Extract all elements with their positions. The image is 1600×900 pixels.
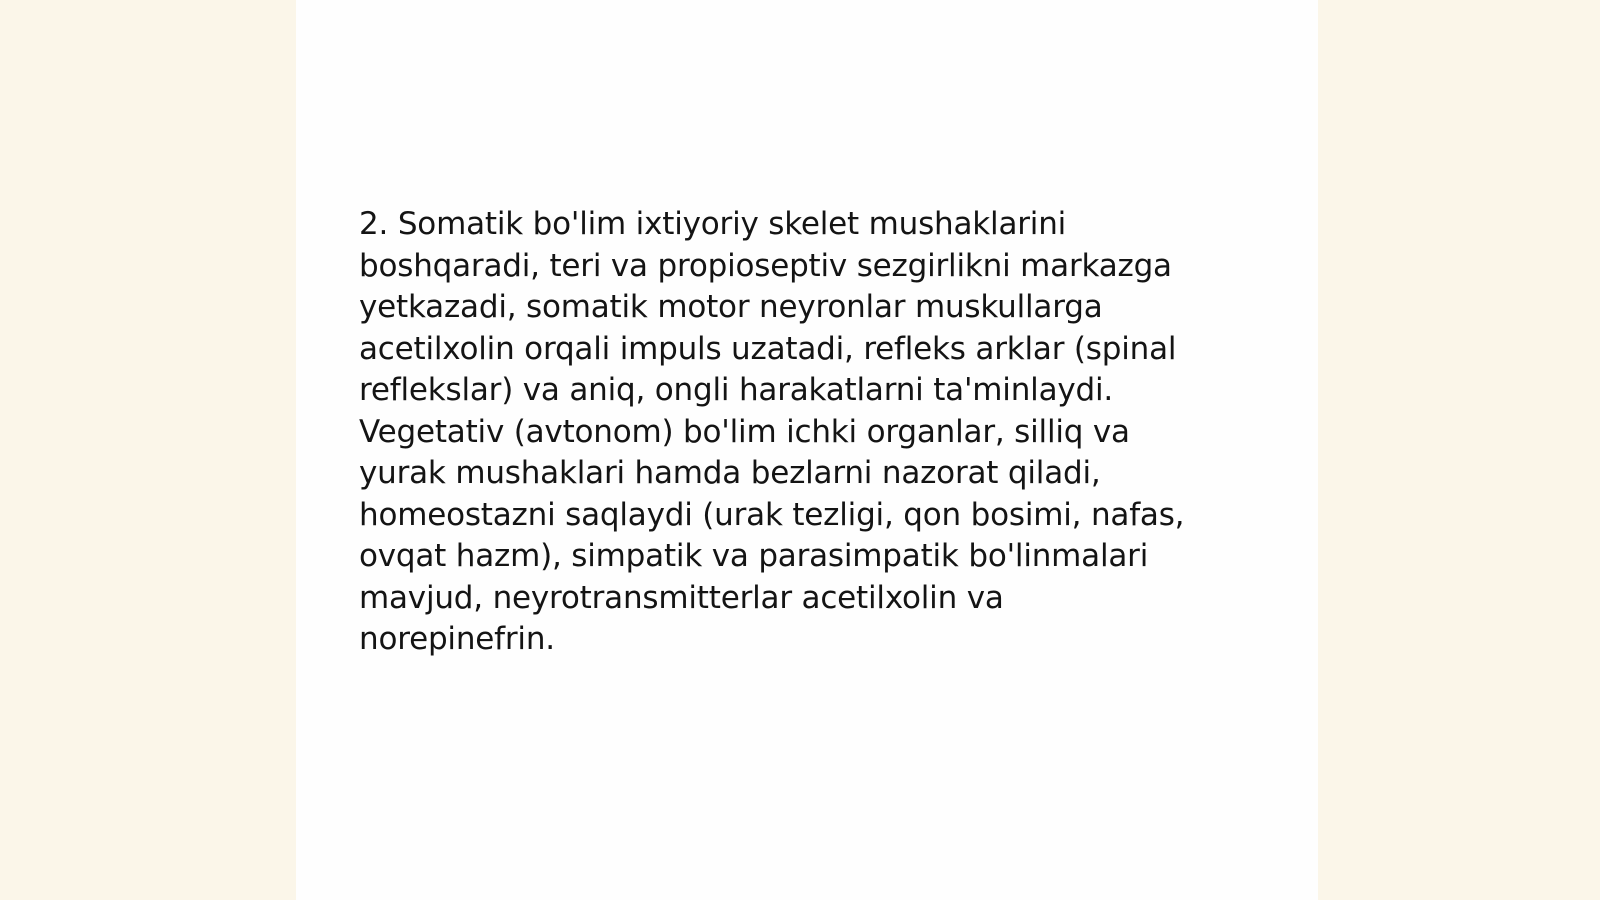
body-paragraph: 2. Somatik bo'lim ixtiyoriy skelet mushaklarini boshqaradi, teri va propioseptiv sezgirlikni markazga yetkazadi, somatik motor neyronlar muskullarga acetilxolin orqali impuls uzatadi, refleks arklar (spinal reflekslar) va aniq, ongli harakatlarni ta'minlaydi. Vegetativ (avtonom) bo'lim ichki organlar, silliq va yurak mushaklari hamda bezlarni nazorat qiladi, homeostazni saqlaydi (urak tezligi, qon bosimi, nafas, ovqat hazm), simpatik va parasimpatik bo'linmalari mavjud, neyrotransmitterlar acetilxolin va norepinefrin. bbox=[359, 206, 1185, 657]
document-page bbox=[296, 0, 1318, 900]
